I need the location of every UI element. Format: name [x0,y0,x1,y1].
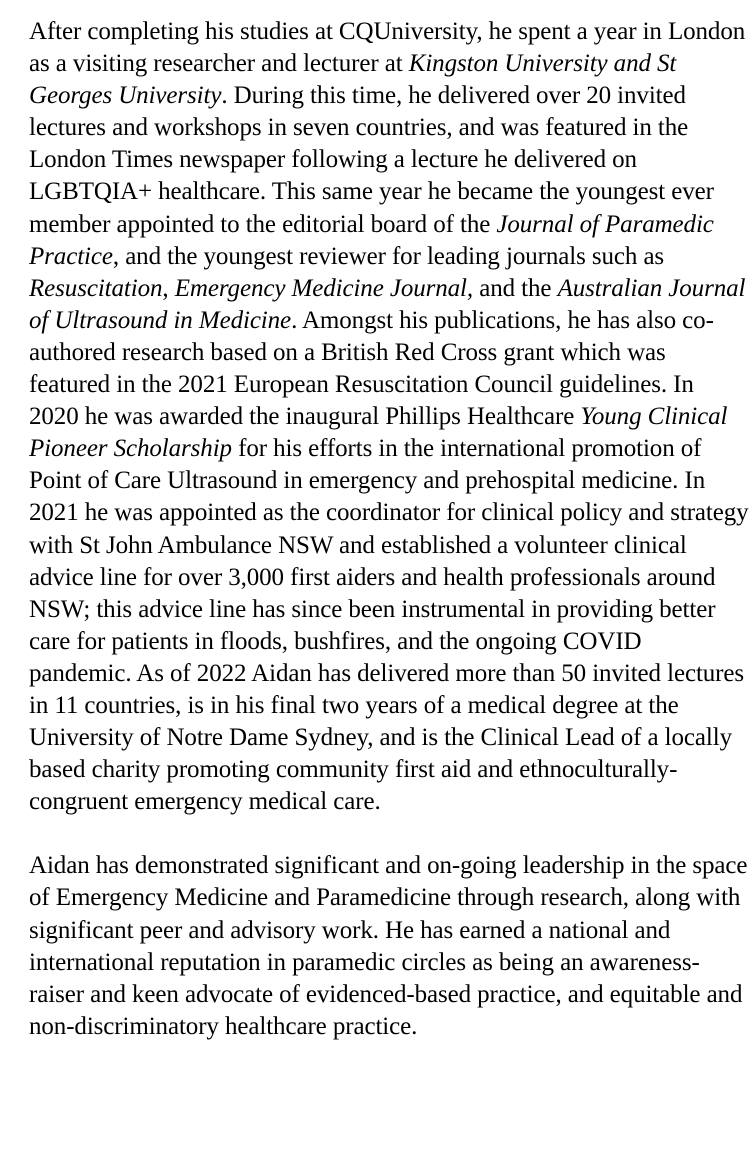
text-run: , [162,274,175,302]
text-run-italic: Journal of Paramedic Practice [29,210,714,270]
text-run: After completing his studies at CQUniversity, he spent a year in London as a visiting researcher and lecturer at [29,18,746,78]
paragraph-2 [29,850,749,1043]
text-run: and the [473,274,558,302]
text-run: . Amongst his publications, he has also co-authored research based on a British Red Cross grant which was featured in the 2021 European Resuscitation Council guidelines. In 2020 he was awarded the inaugural Phillips Healthcare [29,306,714,431]
text-run-italic: Emergency Medicine Journal, [174,274,474,302]
document-body [29,16,749,1043]
text-run: for his efforts in the international promotion of Point of Care Ultrasound in emergency and prehospital medicine. In 2021 he was appointed as the coordinator for clinical policy and strategy with St John Ambulance NSW and established a volunteer clinical advice line for over 3,000 first aiders and health professionals around NSW; this advice line has since been instrumental in providing better care for patients in floods, bushfires, and the ongoing COVID pandemic. As of 2022 Aidan has delivered more than 50 invited lectures in 11 countries, is in his final two years of a medical degree at the University of Notre Dame Sydney, and is the Clinical Lead of a locally based charity promoting community first aid and ethnoculturally-congruent emergency medical care. [29,435,749,816]
paragraph-1 [29,16,749,818]
text-run-italic: Kingston University and St Georges University [29,50,677,110]
text-run-italic: Australian Journal of Ultrasound in Medicine [29,274,746,334]
text-run: . During this time, he delivered over 20 invited lectures and workshops in seven countries, and was featured in the London Times newspaper following a lecture he delivered on LGBTQIA+ healthcare. This same year he became the youngest ever member appointed to the editorial board of the [29,82,714,238]
text-run-italic: Young Clinical Pioneer Scholarship [29,403,728,463]
text-run: Aidan has demonstrated significant and on-going leadership in the space of Emergency Medicine and Paramedicine through research, along with significant peer and advisory work. He has earned a national and international reputation in paramedic circles as being an awareness-raiser and keen advocate of evidenced-based practice, and equitable and non-discriminatory healthcare practice. [29,852,748,1040]
text-run: , and the youngest reviewer for leading journals such as [112,242,665,270]
text-run-italic: Resuscitation [29,274,163,302]
